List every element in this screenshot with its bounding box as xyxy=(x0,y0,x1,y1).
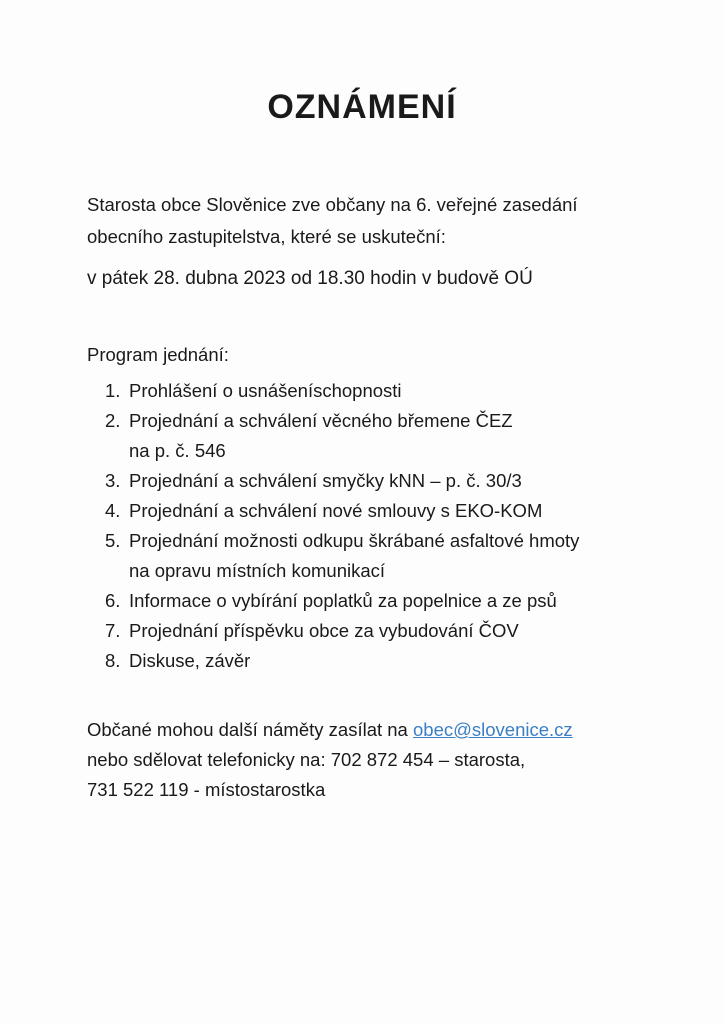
agenda-item-number: 4. xyxy=(105,500,121,521)
contact-line-2: nebo sdělovat telefonicky na: 702 872 454 – starosta, xyxy=(87,749,526,770)
agenda-item xyxy=(105,496,645,526)
agenda-item-text: Projednání a schválení věcného břemene ČEZ na p. č. 546 xyxy=(129,410,513,461)
agenda-item xyxy=(105,646,645,676)
meeting-date-line: v pátek 28. dubna 2023 od 18.30 hodin v budově OÚ xyxy=(87,268,533,289)
email-link[interactable]: obec@slovenice.cz xyxy=(413,719,573,740)
program-label: Program jednání: xyxy=(87,344,229,365)
agenda-item-number: 1. xyxy=(105,380,121,401)
agenda-item xyxy=(105,406,645,466)
agenda-item xyxy=(105,586,645,616)
intro-line-2: obecního zastupitelstva, které se uskuteční: xyxy=(87,226,446,247)
agenda-item-number: 7. xyxy=(105,620,121,641)
agenda-item xyxy=(105,376,645,406)
intro-line-1: Starosta obce Slověnice zve občany na 6. veřejné zasedání xyxy=(87,194,578,215)
contact-prefix: Občané mohou další náměty zasílat na xyxy=(87,719,413,740)
agenda-item-number: 6. xyxy=(105,590,121,611)
agenda-list xyxy=(105,376,645,676)
contact-paragraph xyxy=(87,715,647,805)
agenda-item-number: 2. xyxy=(105,410,121,431)
agenda-item xyxy=(105,466,645,496)
document-title: OZNÁMENÍ xyxy=(267,88,457,126)
agenda-item-number: 5. xyxy=(105,530,121,551)
agenda-item-text: Projednání a schválení nové smlouvy s EKO-KOM xyxy=(129,500,543,521)
agenda-item-text: Projednání příspěvku obce za vybudování ČOV xyxy=(129,620,519,641)
agenda-item-text: Projednání možnosti odkupu škrábané asfaltové hmoty na opravu místních komunikací xyxy=(129,530,580,581)
agenda-item-text: Prohlášení o usnášeníschopnosti xyxy=(129,380,402,401)
agenda-item xyxy=(105,616,645,646)
agenda-item-text: Informace o vybírání poplatků za popelnice a ze psů xyxy=(129,590,557,611)
agenda-item-text: Diskuse, závěr xyxy=(129,650,251,671)
agenda-item-number: 3. xyxy=(105,470,121,491)
contact-line-1 xyxy=(87,715,647,745)
agenda-item-number: 8. xyxy=(105,650,121,671)
intro-paragraph xyxy=(87,189,647,253)
contact-line-3: 731 522 119 - místostarostka xyxy=(87,779,326,800)
agenda-item-text: Projednání a schválení smyčky kNN – p. č. 30/3 xyxy=(129,470,522,491)
agenda-item xyxy=(105,526,645,586)
